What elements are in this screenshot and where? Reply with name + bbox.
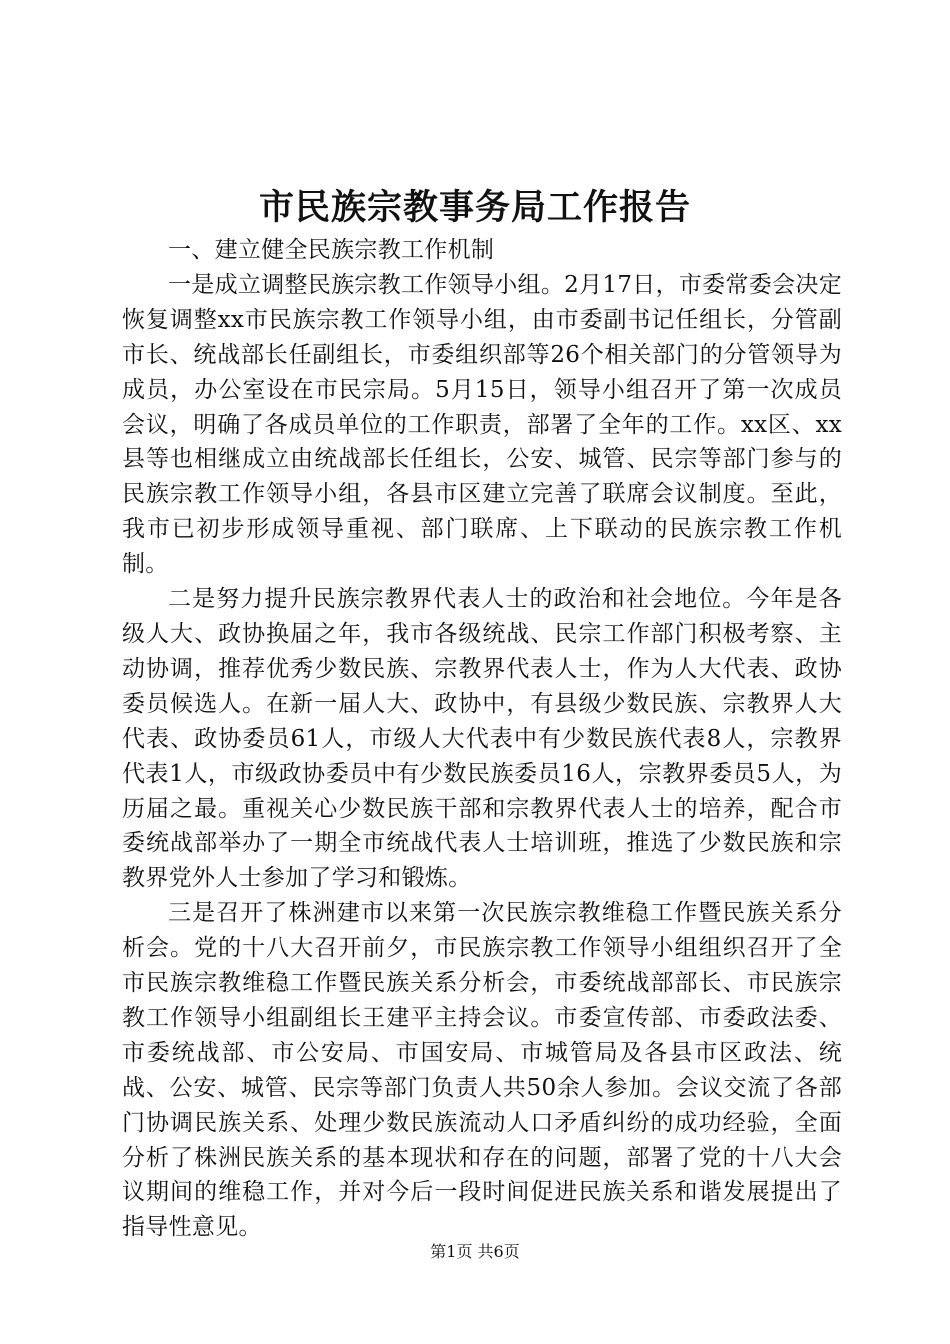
- page-footer: 第1页 共6页: [430, 1242, 520, 1261]
- paragraph-1: 一是成立调整民族宗教工作领导小组。2月17日，市委常委会决定恢复调整xx市民族宗教工作领导小组，由市委副书记任组长，分管副市长、统战部长任副组长，市委组织部等26个相关部门的分管领导为成员，办公室设在市民宗局。5月15日，领导小组召开了第一次成员会议，明确了各成员单位的工作职责，部署了全年的工作。xx区、xx县等也相继成立由统战部长任组长，公安、城管、民宗等部门参与的民族宗教工作领导小组，各县市区建立完善了联席会议制度。至此，我市已初步形成领导重视、部门联席、上下联动的民族宗教工作机制。: [122, 271, 842, 578]
- document-body: [122, 233, 842, 1245]
- section-heading: 一、建立健全民族宗教工作机制: [168, 237, 495, 263]
- paragraph-3: 三是召开了株洲建市以来第一次民族宗教维稳工作暨民族关系分析会。党的十八大召开前夕，市民族宗教工作领导小组组织召开了全市民族宗教维稳工作暨民族关系分析会，市委统战部部长、市民族宗教工作领导小组副组长王建平主持会议。市委宣传部、市委政法委、市委统战部、市公安局、市国安局、市城管局及各县市区政法、统战、公安、城管、民宗等部门负责人共50余人参加。会议交流了各部门协调民族关系、处理少数民族流动人口矛盾纠纷的成功经验，全面分析了株洲民族关系的基本现状和存在的问题，部署了党的十八大会议期间的维稳工作，并对今后一段时间促进民族关系和谐发展提出了指导性意见。: [122, 900, 842, 1241]
- document-title: 市民族宗教事务局工作报告: [258, 187, 691, 228]
- paragraph-2: 二是努力提升民族宗教界代表人士的政治和社会地位。今年是各级人大、政协换届之年，我市各级统战、民宗工作部门积极考察、主动协调，推荐优秀少数民族、宗教界代表人士，作为人大代表、政协委员候选人。在新一届人大、政协中，有县级少数民族、宗教界人大代表、政协委员61人，市级人大代表中有少数民族代表8人，宗教界代表1人，市级政协委员中有少数民族委员16人，宗教界委员5人，为历届之最。重视关心少数民族干部和宗教界代表人士的培养，配合市委统战部举办了一期全市统战代表人士培训班，推选了少数民族和宗教界党外人士参加了学习和锻炼。: [122, 586, 842, 892]
